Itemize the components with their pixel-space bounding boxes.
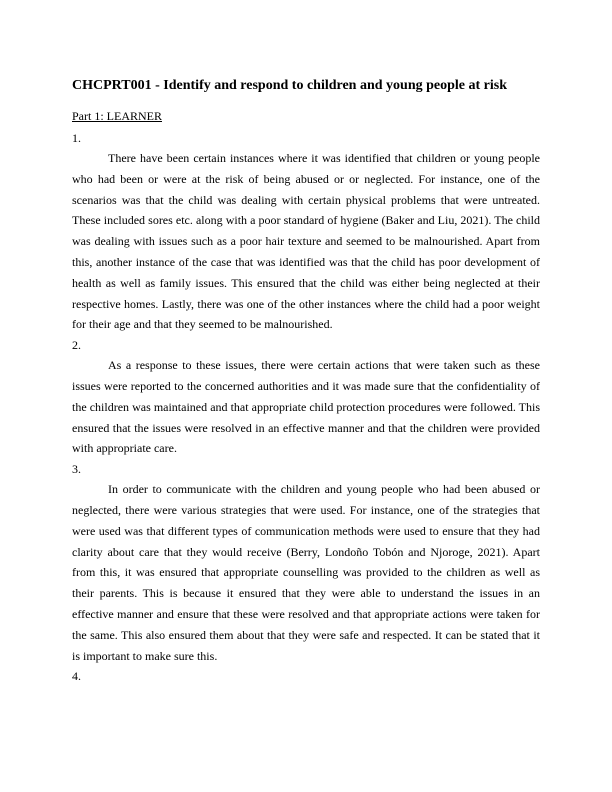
section-1-paragraph: There have been certain instances where it was identified that children or young people who had been or were at the risk of being abused or or neglected. For instance, one of the scenarios was that the child was dealing with certain physical problems that were untreated. These included sores etc. along with a poor standard of hygiene (Baker and Liu, 2021). The child was dealing with issues such as a poor hair texture and seemed to be malnourished. Apart from this, another instance of the case that was identified was that the child has poor development of health as well as family issues. This ensured that the child was either being neglected at their respective homes. Lastly, there was one of the other instances where the child had a poor weight for their age and that they seemed to be malnourished. [72, 151, 540, 332]
section-2-number: 2. [72, 338, 81, 353]
document-body [72, 76, 540, 686]
section-3-paragraph: In order to communicate with the children and young people who had been abused or neglected, there were various strategies that were used. For instance, one of the strategies that were used was that different types of communication methods were used to ensure that they had clarity about care that they would receive (Berry, Londoño Tobón and Njoroge, 2021). Apart from this, it was ensured that appropriate counselling was provided to the children as well as their parents. This is because it ensured that they were able to understand the issues in an effective manner and ensure that these were resolved and that appropriate actions were taken for the same. This also ensured them about that they were safe and respected. It can be stated that it is important to make sure this. [72, 482, 540, 663]
part-heading: Part 1: LEARNER [72, 109, 162, 123]
section-3-number: 3. [72, 462, 81, 477]
section-1-number: 1. [72, 131, 81, 145]
section-4-number: 4. [72, 669, 81, 684]
section-2-paragraph: As a response to these issues, there were certain actions that were taken such as these issues were reported to the concerned authorities and it was made sure that the confidentiality of the children was maintained and that appropriate child protection procedures were followed. This ensured that the issues were resolved in an effective manner and that the children were provided with appropriate care. [72, 358, 540, 456]
document-title: CHCPRT001 - Identify and respond to children and young people at risk [72, 78, 508, 93]
